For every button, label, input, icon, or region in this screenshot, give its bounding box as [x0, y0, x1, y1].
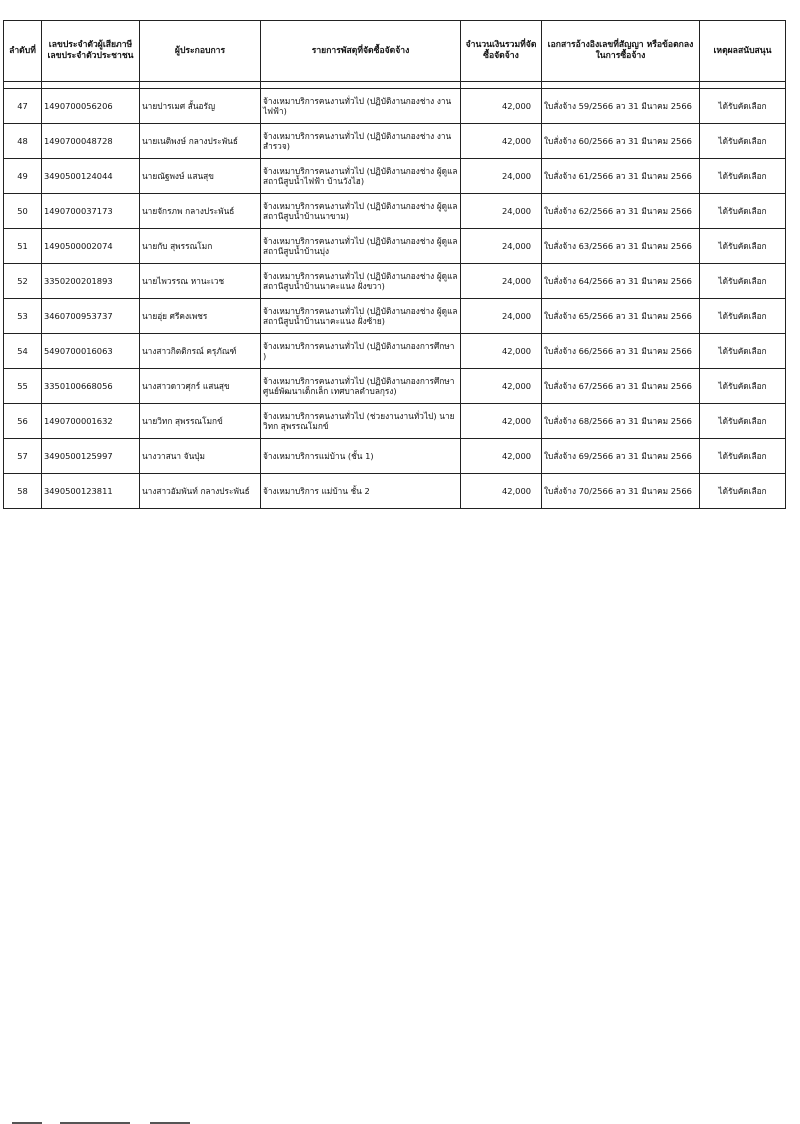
row-reason: ได้รับคัดเลือก	[700, 474, 786, 509]
row-no: 54	[4, 334, 42, 369]
header-item: รายการพัสดุที่จัดซื้อจัดจ้าง	[261, 21, 461, 82]
row-no: 51	[4, 229, 42, 264]
row-taxid: 3490500123811	[42, 474, 140, 509]
table-row	[4, 334, 786, 369]
table-row	[4, 124, 786, 159]
row-no: 52	[4, 264, 42, 299]
row-item: จ้างเหมาบริการคนงานทั่วไป (ปฏิบัติงานกองการศึกษา ศูนย์พัฒนาเด็กเล็ก เทศบาลตำบลกุรง)	[261, 369, 461, 404]
row-amount: 42,000	[461, 334, 542, 369]
row-ref: ใบสั่งจ้าง 64/2566 ลว 31 มีนาคม 2566	[542, 264, 700, 299]
row-reason: ได้รับคัดเลือก	[700, 404, 786, 439]
table-row	[4, 299, 786, 334]
row-no: 56	[4, 404, 42, 439]
row-taxid: 3490500125997	[42, 439, 140, 474]
row-vendor: นายไพวรรณ หานะเวช	[140, 264, 261, 299]
row-reason: ได้รับคัดเลือก	[700, 334, 786, 369]
table-row	[4, 404, 786, 439]
row-vendor: นายปารเมศ สั้นอรัญ	[140, 89, 261, 124]
row-ref: ใบสั่งจ้าง 62/2566 ลว 31 มีนาคม 2566	[542, 194, 700, 229]
row-no: 47	[4, 89, 42, 124]
row-ref: ใบสั่งจ้าง 68/2566 ลว 31 มีนาคม 2566	[542, 404, 700, 439]
row-ref: ใบสั่งจ้าง 63/2566 ลว 31 มีนาคม 2566	[542, 229, 700, 264]
row-vendor: นายกับ สุพรรณโมก	[140, 229, 261, 264]
row-vendor: นางสาวอัมพันท์ กลางประพันธ์	[140, 474, 261, 509]
table-body	[4, 89, 786, 509]
row-vendor: นายอุ่ย ศรีคงเพชร	[140, 299, 261, 334]
row-item: จ้างเหมาบริการคนงานทั่วไป (ปฏิบัติงานกองช่าง ผู้ดูแลสถานีสูบน้ำบ้านนาคะแนง ฝั่งซ้าย)	[261, 299, 461, 334]
row-taxid: 3350100668056	[42, 369, 140, 404]
header-amount: จำนวนเงินรวมที่จัดซื้อจัดจ้าง	[461, 21, 542, 82]
row-reason: ได้รับคัดเลือก	[700, 299, 786, 334]
table-row	[4, 474, 786, 509]
row-no: 48	[4, 124, 42, 159]
header-taxid: เลขประจำตัวผู้เสียภาษี เลขประจำตัวประชาชน	[42, 21, 140, 82]
row-amount: 42,000	[461, 369, 542, 404]
row-vendor: นางวาสนา จันปุ่ม	[140, 439, 261, 474]
table-row	[4, 194, 786, 229]
header-spacer-row	[4, 82, 786, 89]
procurement-table	[3, 20, 786, 509]
row-amount: 24,000	[461, 264, 542, 299]
row-amount: 24,000	[461, 299, 542, 334]
row-ref: ใบสั่งจ้าง 66/2566 ลว 31 มีนาคม 2566	[542, 334, 700, 369]
procurement-table-sheet	[3, 20, 786, 509]
row-item: จ้างเหมาบริการคนงานทั่วไป (ปฏิบัติงานกองช่าง ผู้ดูแลสถานีสูบน้ำบ้านนาคะแนง ฝั่งขวา)	[261, 264, 461, 299]
row-amount: 24,000	[461, 194, 542, 229]
row-reason: ได้รับคัดเลือก	[700, 194, 786, 229]
row-vendor: นายณัฐพงษ์ แสนสุข	[140, 159, 261, 194]
row-amount: 42,000	[461, 404, 542, 439]
row-taxid: 1490700048728	[42, 124, 140, 159]
row-taxid: 3350200201893	[42, 264, 140, 299]
row-item: จ้างเหมาบริการคนงานทั่วไป (ปฏิบัติงานกองการศึกษา )	[261, 334, 461, 369]
row-taxid: 1490700001632	[42, 404, 140, 439]
row-reason: ได้รับคัดเลือก	[700, 159, 786, 194]
row-amount: 42,000	[461, 474, 542, 509]
row-ref: ใบสั่งจ้าง 70/2566 ลว 31 มีนาคม 2566	[542, 474, 700, 509]
row-no: 58	[4, 474, 42, 509]
row-no: 50	[4, 194, 42, 229]
table-header-row	[4, 21, 786, 82]
row-vendor: นายจักรภพ กลางประพันธ์	[140, 194, 261, 229]
row-ref: ใบสั่งจ้าง 60/2566 ลว 31 มีนาคม 2566	[542, 124, 700, 159]
row-reason: ได้รับคัดเลือก	[700, 369, 786, 404]
row-no: 49	[4, 159, 42, 194]
row-vendor: นายวิทก สุพรรณโมกข์	[140, 404, 261, 439]
row-taxid: 3490500124044	[42, 159, 140, 194]
table-row	[4, 89, 786, 124]
row-item: จ้างเหมาบริการแม่บ้าน (ชั้น 1)	[261, 439, 461, 474]
table-row	[4, 439, 786, 474]
row-no: 53	[4, 299, 42, 334]
table-row	[4, 369, 786, 404]
row-taxid: 1490500002074	[42, 229, 140, 264]
row-amount: 24,000	[461, 229, 542, 264]
header-ref: เอกสารอ้างอิงเลขที่สัญญา หรือข้อตกลงในการซื้อจ้าง	[542, 21, 700, 82]
row-item: จ้างเหมาบริการคนงานทั่วไป (ปฏิบัติงานกองช่าง ผู้ดูแลสถานีสูบน้ำบ้านบุ่ง	[261, 229, 461, 264]
table-row	[4, 159, 786, 194]
row-ref: ใบสั่งจ้าง 59/2566 ลว 31 มีนาคม 2566	[542, 89, 700, 124]
row-vendor: นายเนติพงษ์ กลางประพันธ์	[140, 124, 261, 159]
row-reason: ได้รับคัดเลือก	[700, 439, 786, 474]
row-amount: 42,000	[461, 439, 542, 474]
row-amount: 24,000	[461, 159, 542, 194]
row-reason: ได้รับคัดเลือก	[700, 124, 786, 159]
row-amount: 42,000	[461, 89, 542, 124]
row-ref: ใบสั่งจ้าง 65/2566 ลว 31 มีนาคม 2566	[542, 299, 700, 334]
row-ref: ใบสั่งจ้าง 61/2566 ลว 31 มีนาคม 2566	[542, 159, 700, 194]
row-reason: ได้รับคัดเลือก	[700, 264, 786, 299]
row-vendor: นางสาวกิตติกรณ์ ครุภัณฑ์	[140, 334, 261, 369]
row-no: 57	[4, 439, 42, 474]
header-no: ลำดับที่	[4, 21, 42, 82]
header-vendor: ผู้ประกอบการ	[140, 21, 261, 82]
row-amount: 42,000	[461, 124, 542, 159]
row-no: 55	[4, 369, 42, 404]
row-taxid: 1490700056206	[42, 89, 140, 124]
row-ref: ใบสั่งจ้าง 69/2566 ลว 31 มีนาคม 2566	[542, 439, 700, 474]
table-row	[4, 229, 786, 264]
row-item: จ้างเหมาบริการคนงานทั่วไป (ปฏิบัติงานกองช่าง ผู้ดูแลสถานีสูบน้ำบ้านนาขาม)	[261, 194, 461, 229]
row-item: จ้างเหมาบริการ แม่บ้าน ชั้น 2	[261, 474, 461, 509]
row-ref: ใบสั่งจ้าง 67/2566 ลว 31 มีนาคม 2566	[542, 369, 700, 404]
row-taxid: 5490700016063	[42, 334, 140, 369]
row-vendor: นางสาวดาวศุกร์ แสนสุข	[140, 369, 261, 404]
row-item: จ้างเหมาบริการคนงานทั่วไป (ช่วยงานงานทั่วไป) นายวิทก สุพรรณโมกข์	[261, 404, 461, 439]
header-reason: เหตุผลสนับสนุน	[700, 21, 786, 82]
row-reason: ได้รับคัดเลือก	[700, 229, 786, 264]
table-row	[4, 264, 786, 299]
row-item: จ้างเหมาบริการคนงานทั่วไป (ปฏิบัติงานกองช่าง ผู้ดูแลสถานีสูบน้ำไฟฟ้า บ้านวังไฮ)	[261, 159, 461, 194]
cut-off-footer-line	[0, 560, 800, 567]
row-reason: ได้รับคัดเลือก	[700, 89, 786, 124]
row-taxid: 3460700953737	[42, 299, 140, 334]
row-item: จ้างเหมาบริการคนงานทั่วไป (ปฏิบัติงานกองช่าง งานไฟฟ้า)	[261, 89, 461, 124]
row-taxid: 1490700037173	[42, 194, 140, 229]
row-item: จ้างเหมาบริการคนงานทั่วไป (ปฏิบัติงานกองช่าง งานสำรวจ)	[261, 124, 461, 159]
